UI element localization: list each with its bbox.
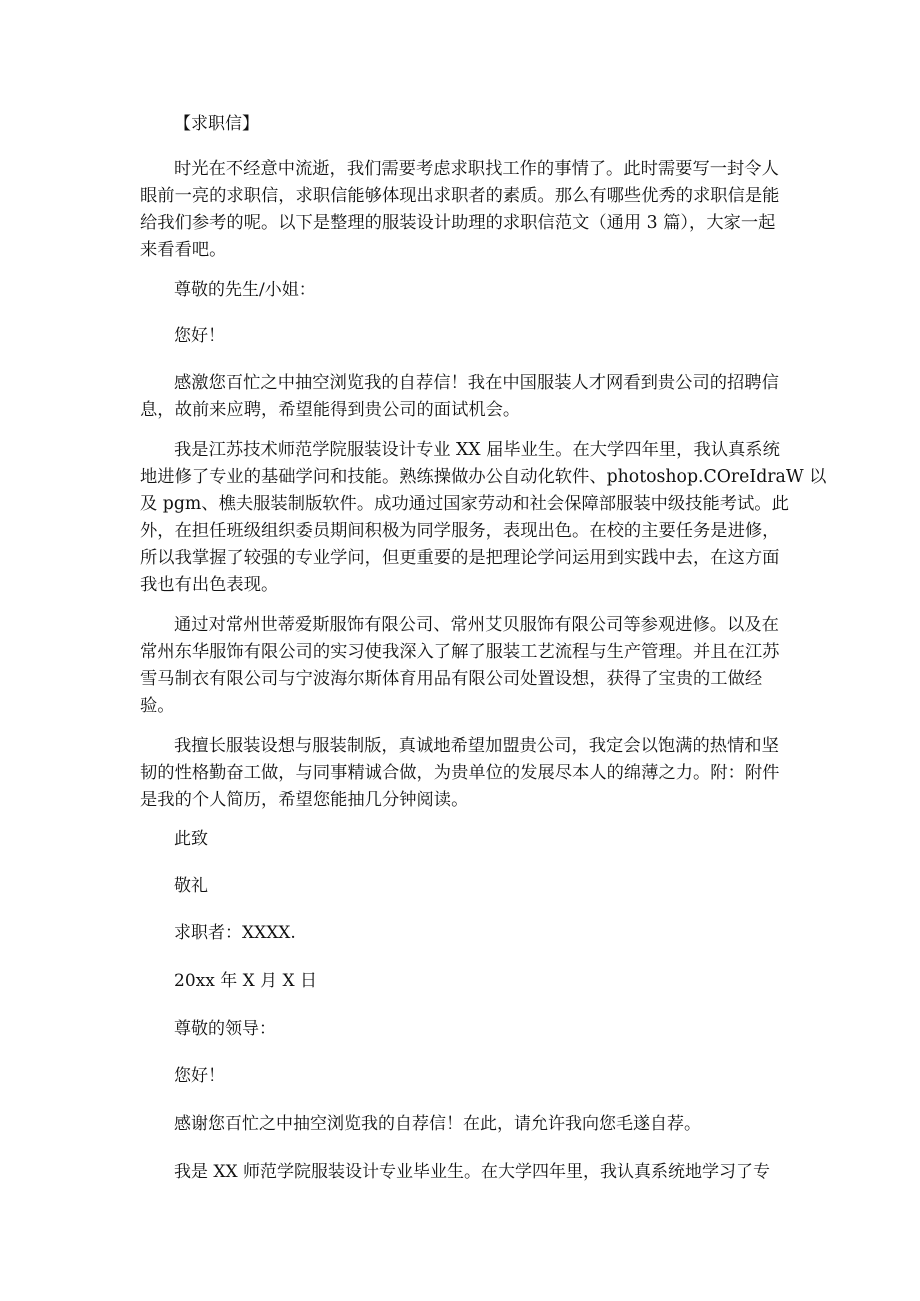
- letter-date: 20xx 年 X 月 X 日: [174, 971, 318, 991]
- letter1-paragraph-3: [140, 612, 780, 720]
- paragraph-line: 验。: [140, 696, 175, 716]
- paragraph-line: 通过对常州世蒂爱斯服饰有限公司、常州艾贝服饰有限公司等参观进修。以及在: [174, 615, 779, 635]
- paragraph-line: 常州东华服饰有限公司的实习使我深入了解了服装工艺流程与生产管理。并且在江苏: [140, 642, 780, 662]
- intro-line: 来看看吧。: [140, 240, 227, 260]
- paragraph-line: 我也有出色表现。: [140, 575, 279, 595]
- paragraph-line: 外，在担任班级组织委员期间积极为同学服务，表现出色。在校的主要任务是进修，: [140, 521, 780, 541]
- letter1-paragraph-2: [140, 437, 827, 599]
- paragraph-line: 及 pgm、樵夫服装制版软件。成功通过国家劳动和社会保障部服装中级技能考试。此: [140, 494, 789, 514]
- letter2-paragraph-1: 感谢您百忙之中抽空浏览我的自荐信！在此，请允许我向您毛遂自荐。: [174, 1114, 701, 1134]
- paragraph-line: 所以我掌握了较强的专业学问，但更重要的是把理论学问运用到实践中去，在这方面: [140, 548, 780, 568]
- signature: 求职者：XXXX.: [174, 923, 296, 943]
- intro-line: 给我们参考的呢。以下是整理的服装设计助理的求职信范文（通用 3 篇），大家一起: [140, 213, 776, 233]
- greeting: 您好！: [174, 326, 225, 346]
- paragraph-line: 息，故前来应聘，希望能得到贵公司的面试机会。: [140, 400, 521, 420]
- letter2-paragraph-2: 我是 XX 师范学院服装设计专业毕业生。在大学四年里，我认真系统地学习了专: [174, 1162, 771, 1182]
- paragraph-line: 韧的性格勤奋工做，与同事精诚合做，为贵单位的发展尽本人的绵薄之力。附：附件: [140, 763, 780, 783]
- paragraph-line: 我擅长服装设想与服装制版，真诚地希望加盟贵公司，我定会以饱满的热情和坚: [174, 736, 779, 756]
- paragraph-line: 是我的个人简历，希望您能抽几分钟阅读。: [140, 790, 469, 810]
- greeting-2: 您好！: [174, 1066, 225, 1086]
- letter1-paragraph-4: [140, 733, 780, 814]
- document-heading: 【求职信】: [174, 114, 259, 134]
- closing-cizhi: 此致: [174, 829, 208, 849]
- paragraph-line: 我是江苏技术师范学院服装设计专业 XX 届毕业生。在大学四年里，我认真系统: [174, 440, 780, 460]
- intro-line: 时光在不经意中流逝，我们需要考虑求职找工作的事情了。此时需要写一封令人: [174, 159, 779, 179]
- intro-paragraph: [140, 156, 780, 264]
- salutation-2: 尊敬的领导：: [174, 1019, 276, 1039]
- intro-line: 眼前一亮的求职信，求职信能够体现出求职者的素质。那么有哪些优秀的求职信是能: [140, 186, 780, 206]
- salutation: 尊敬的先生/小姐：: [174, 280, 316, 300]
- paragraph-line: 地进修了专业的基础学问和技能。熟练操做办公自动化软件、photoshop.COreIdraW 以: [140, 467, 827, 487]
- letter1-paragraph-1: [140, 370, 780, 424]
- paragraph-line: 感激您百忙之中抽空浏览我的自荐信！我在中国服装人才网看到贵公司的招聘信: [174, 373, 779, 393]
- paragraph-line: 雪马制衣有限公司与宁波海尔斯体育用品有限公司处置设想，获得了宝贵的工做经: [140, 669, 763, 689]
- closing-jingli: 敬礼: [174, 876, 208, 896]
